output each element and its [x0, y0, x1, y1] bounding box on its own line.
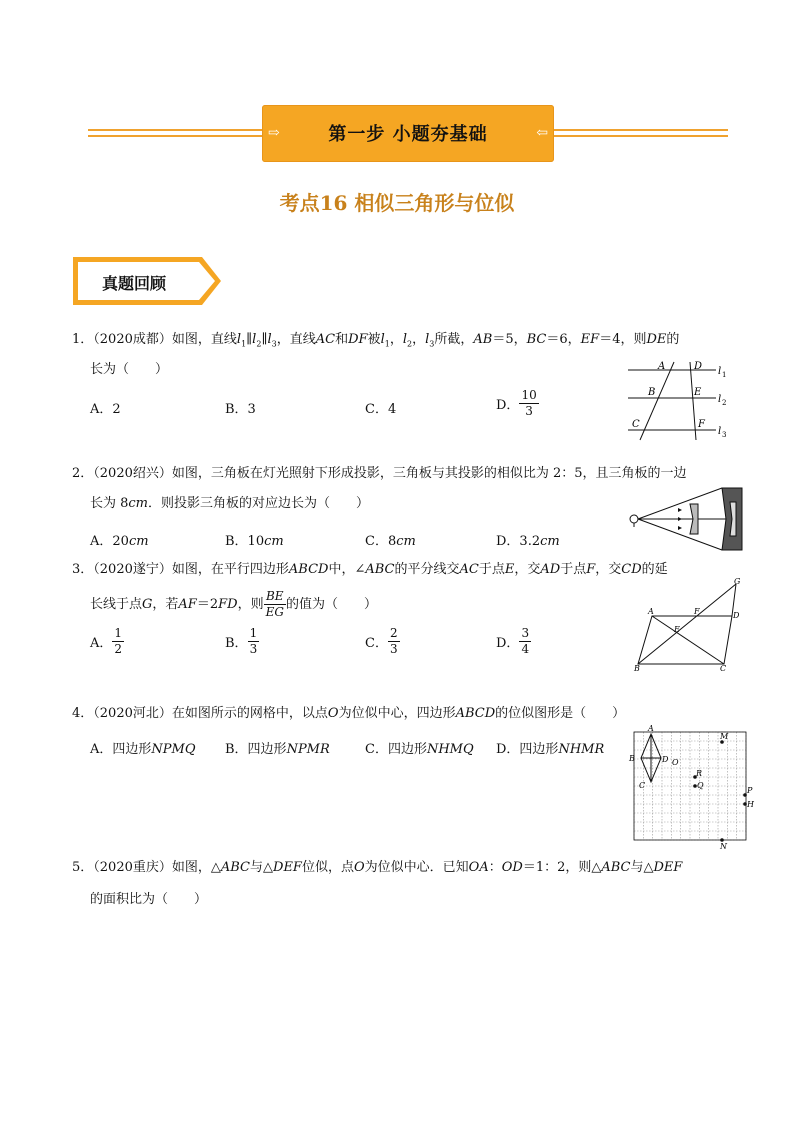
question-2-line-1: 2．（2020绍兴）如图，三角板在灯光照射下形成投影，三角板与其投影的相似比为 2：5，且三角板的一边 — [72, 466, 687, 481]
q2-option-a: A．20cm — [90, 534, 149, 549]
section-tag — [72, 256, 222, 306]
fig4-label-q: Q — [697, 781, 704, 790]
fig1-label-l1: l — [718, 366, 722, 377]
question-1-line-1: 1．（2020成都）如图，直线$l_1\parallel l_2\parallel l_3$，直线AC和DF被$l_1$，$l_2$，$l_3$所截，AB＝5，BC＝6，EF＝4，则DE的 — [72, 332, 680, 349]
fig4-label-n: N — [720, 842, 727, 850]
fig4-label-a: A — [648, 724, 654, 733]
fig4-label-o: O — [672, 758, 679, 767]
figure-3-parallelogram — [632, 576, 744, 672]
q1-option-a: A．2 — [90, 402, 121, 417]
banner-line-left-bottom — [88, 135, 262, 137]
fig3-label-c: C — [720, 664, 727, 672]
fig4-label-m: M — [720, 732, 729, 741]
fig1-label-a: A — [658, 361, 666, 372]
fig3-label-d: D — [733, 611, 740, 620]
q4-option-d: D．四边形NHMR — [496, 742, 605, 757]
fig4-label-b: B — [629, 754, 635, 763]
q3-option-d: D． $\frac{3}{4}$ — [496, 626, 530, 656]
fig4-label-c: C — [639, 781, 646, 790]
section-banner — [262, 105, 554, 162]
fig3-label-f: F — [694, 607, 700, 616]
banner-line-right-top — [554, 129, 728, 131]
svg-text:2: 2 — [722, 399, 727, 407]
q3-option-b: B． $\frac{1}{3}$ — [225, 626, 258, 656]
arrow-left-icon: ⇦ — [536, 125, 548, 141]
q4-option-a: A．四边形NPMQ — [90, 742, 196, 757]
question-3-line-1: 3．（2020遂宁）如图，在平行四边形ABCD中，∠ABC的平分线交AC于点E，交AD于点F，交CD的延 — [72, 562, 668, 577]
banner-line-right-bottom — [554, 135, 728, 137]
fig4-label-d: D — [662, 755, 669, 764]
fig3-label-g: G — [734, 577, 741, 586]
question-3-line-2: 长线于点G，若AF＝2FD，则 $\frac{BE}{EG}$ 的值为（ ） — [90, 589, 377, 619]
figure-2-projection — [626, 486, 744, 554]
fig1-label-e: E — [694, 387, 702, 398]
fig4-label-r: R — [696, 769, 703, 778]
fig3-label-b: B — [634, 664, 640, 672]
fig1-label-l3: l — [718, 426, 722, 437]
fig3-label-e: E — [674, 625, 680, 634]
topic-title: 考点16 相似三角形与位似 — [279, 191, 515, 215]
question-2-line-2: 长为 8cm．则投影三角板的对应边长为（ ） — [90, 496, 370, 511]
q1-option-c: C．4 — [365, 402, 397, 417]
question-4-line-1: 4．（2020河北）在如图所示的网格中，以点O为位似中心，四边形ABCD的位似图形是（ ） — [72, 706, 626, 721]
section-tag-label: 真题回顾 — [102, 274, 167, 293]
q4-option-b: B．四边形NPMR — [225, 742, 330, 757]
arrow-right-icon: ⇨ — [268, 125, 280, 141]
figure-4-grid — [624, 722, 758, 850]
fig4-label-h: H — [747, 800, 754, 809]
figure-1-parallel-lines — [628, 358, 732, 444]
fig4-label-p: P — [747, 786, 753, 795]
q2-option-d: D．3.2cm — [496, 534, 560, 549]
q4-option-c: C．四边形NHMQ — [365, 742, 474, 757]
q2-option-b: B．10cm — [225, 534, 284, 549]
question-5-line-2: 的面积比为（ ） — [90, 892, 208, 907]
banner-title: 第一步 小题夯基础 — [328, 124, 488, 145]
q2-option-c: C．8cm — [365, 534, 416, 549]
fig1-label-c: C — [632, 419, 640, 430]
svg-text:3: 3 — [722, 431, 727, 439]
question-5-line-1: 5．（2020重庆）如图，△ABC与△DEF位似，点O为位似中心．已知OA：OD＝1：2，则△ABC与△DEF — [72, 860, 683, 875]
fig1-label-d: D — [694, 361, 703, 372]
q3-option-a: A． $\frac{1}{2}$ — [90, 626, 123, 656]
q1-option-d: D． $\frac{10}{3}$ — [496, 388, 537, 418]
svg-text:1: 1 — [722, 371, 727, 379]
fig3-label-a: A — [648, 607, 654, 616]
q1-option-b: B．3 — [225, 402, 256, 417]
question-1-line-2: 长为（ ） — [90, 362, 169, 377]
banner-line-left-top — [88, 129, 262, 131]
q3-option-c: C． $\frac{2}{3}$ — [365, 626, 398, 656]
fig1-label-b: B — [648, 387, 656, 398]
fig1-label-l2: l — [718, 394, 722, 405]
fig1-label-f: F — [698, 419, 705, 430]
